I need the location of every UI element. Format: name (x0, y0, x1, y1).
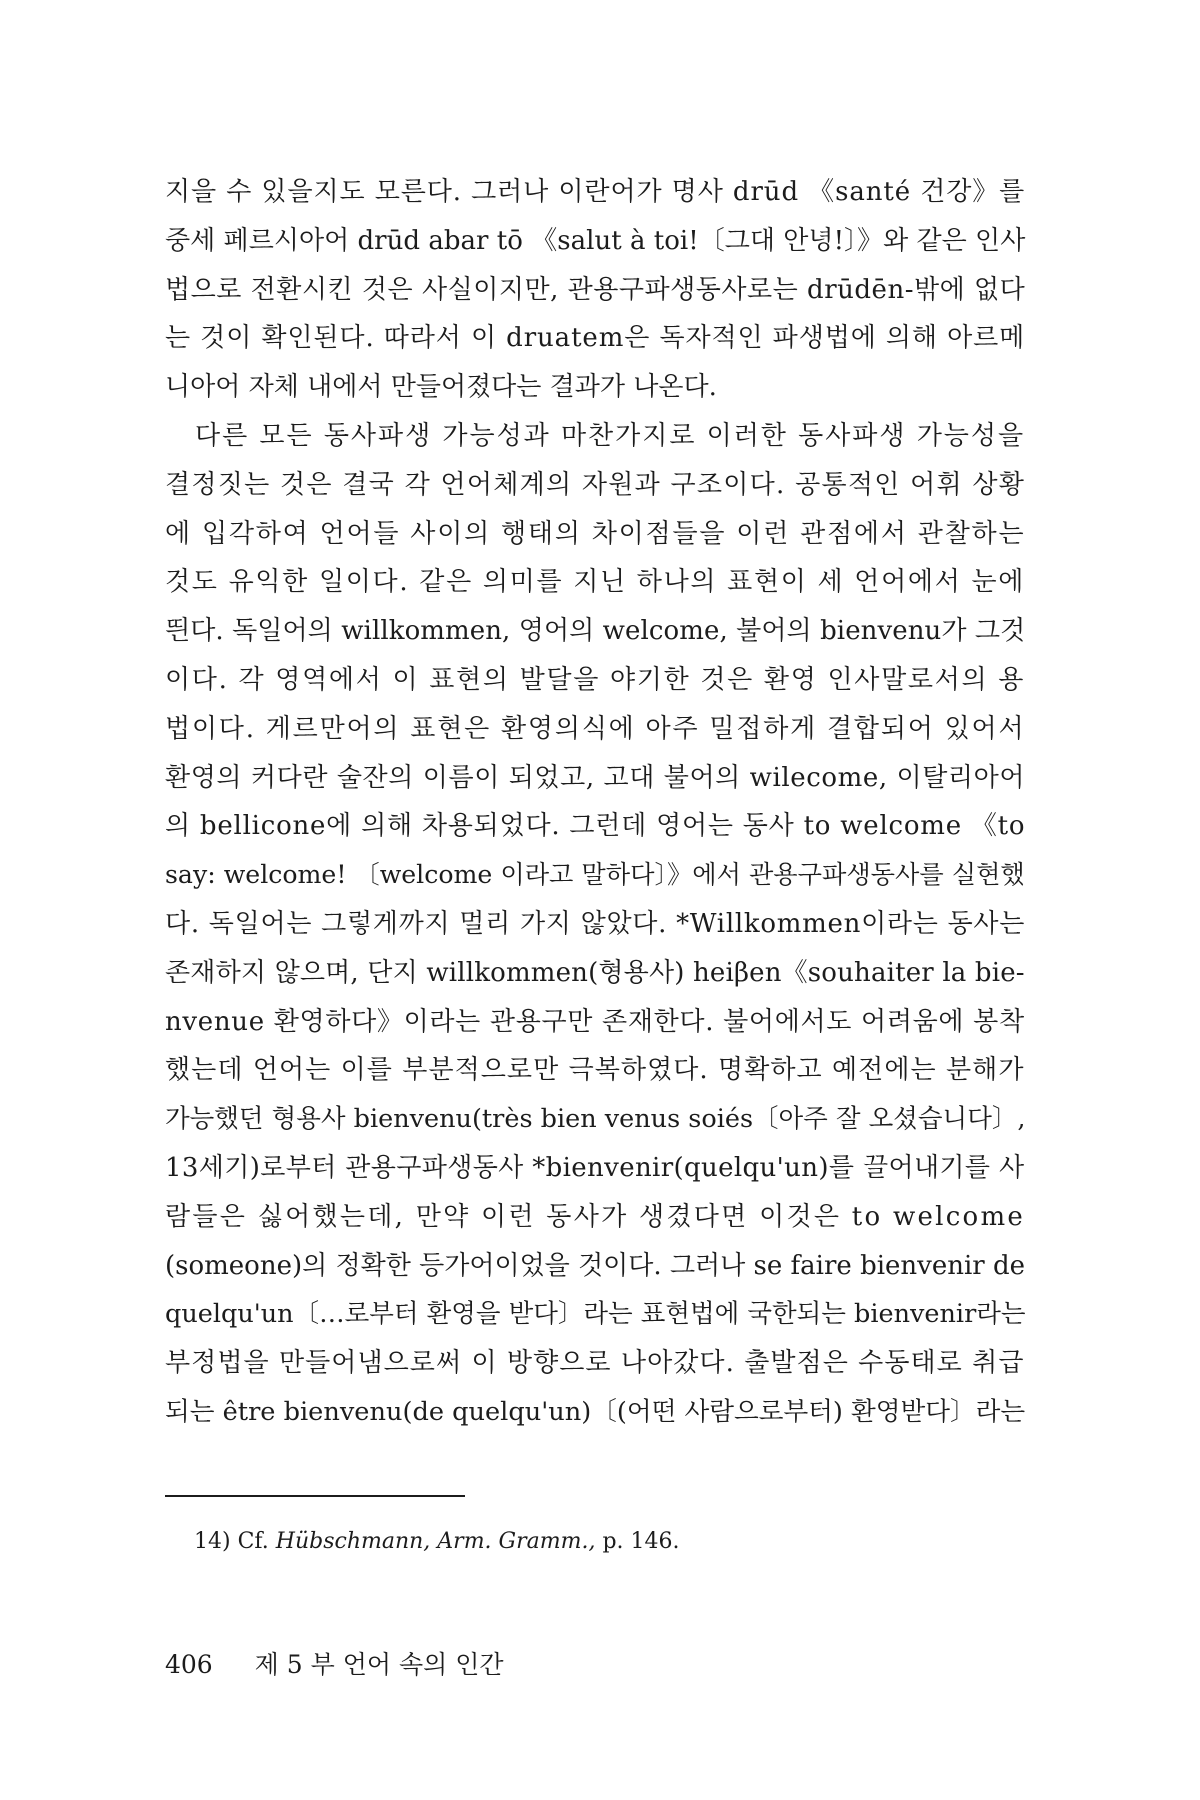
body-line: (someone)의 정확한 등가어이었을 것이다. 그러나 se faire bienvenir de (165, 1250, 1026, 1281)
body-line: 의 bellicone에 의해 차용되었다. 그런데 영어는 동사 to welcome 《to (165, 811, 1026, 842)
body-line: 가능했던 형용사 bienvenu(très bien venus soiés〔아주 잘 오셨습니다〕, (165, 1104, 1026, 1135)
body-line: say: welcome! 〔welcome 이라고 말하다〕》에서 관용구파생동사를 실현했 (165, 860, 1025, 890)
page-footer (165, 1650, 504, 1680)
body-line: 법이다. 게르만어의 표현은 환영의식에 아주 밀접하게 결합되어 있어서 (165, 713, 1026, 744)
body-line: 다. 독일어는 그렇게까지 멀리 가지 않았다. *Willkommen이라는 동사는 (165, 908, 1026, 939)
body-line: 존재하지 않으며, 단지 willkommen(형용사) heiβen《souhaiter la bie- (165, 957, 1025, 988)
body-line: 법으로 전환시킨 것은 사실이지만, 관용구파생동사로는 drūdēn-밖에 없다 (165, 274, 1026, 305)
body-line: 에 입각하여 언어들 사이의 행태의 차이점들을 이런 관점에서 관찰하는 (165, 518, 1026, 549)
body-text (165, 168, 1025, 1437)
footnote-page-ref: p. 146. (602, 1529, 680, 1554)
body-line: 람들은 싫어했는데, 만약 이런 동사가 생겼다면 이것은 to welcome (165, 1201, 1026, 1232)
body-line: 띈다. 독일어의 willkommen, 영어의 welcome, 불어의 bienvenu가 그것 (165, 616, 1026, 647)
body-line: 는 것이 확인된다. 따라서 이 druatem은 독자적인 파생법에 의해 아르메 (165, 323, 1026, 354)
footnote-prefix: Cf. (237, 1529, 269, 1554)
body-line: 지을 수 있을지도 모른다. 그러나 이란어가 명사 drūd 《santé 건강》를 (165, 177, 1026, 207)
paragraph-start-line: 다른 모든 동사파생 가능성과 마찬가지로 이러한 동사파생 가능성을 (195, 420, 1026, 451)
body-line: 이다. 각 영역에서 이 표현의 발달을 야기한 것은 환영 인사말로서의 용 (165, 664, 1026, 695)
body-line: 니아어 자체 내에서 만들어졌다는 결과가 나온다. (165, 372, 717, 403)
body-line: 되는 être bienvenu(de quelqu'un)〔(어떤 사람으로부터) 환영받다〕라는 (165, 1396, 1026, 1427)
body-line: 했는데 언어는 이를 부분적으로만 극복하였다. 명확하고 예전에는 분해가 (165, 1055, 1025, 1086)
body-line: nvenue 환영하다》이라는 관용구만 존재한다. 불어에서도 어려움에 봉착 (165, 1006, 1025, 1037)
footnote-divider (165, 1495, 465, 1497)
body-line: 13세기)로부터 관용구파생동사 *bienvenir(quelqu'un)를 끌어내기를 사 (165, 1152, 1025, 1183)
body-line: 환영의 커다란 술잔의 이름이 되었고, 고대 불어의 wilecome, 이탈리아어 (165, 762, 1026, 793)
footnote (194, 1528, 680, 1556)
running-title: 제 5 부 언어 속의 인간 (254, 1650, 504, 1679)
body-line: 부정법을 만들어냄으로써 이 방향으로 나아갔다. 출발점은 수동태로 취급 (165, 1348, 1025, 1379)
page-number: 406 (165, 1650, 213, 1679)
body-line: 결정짓는 것은 결국 각 언어체계의 자원과 구조이다. 공통적인 어휘 상황 (165, 469, 1026, 500)
body-line: 것도 유익한 일이다. 같은 의미를 지닌 하나의 표현이 세 언어에서 눈에 (165, 567, 1026, 598)
footnote-citation: Hübschmann, Arm. Gramm., (275, 1529, 596, 1554)
footnote-number: 14) (194, 1529, 231, 1554)
body-line: quelqu'un〔…로부터 환영을 받다〕라는 표현법에 국한되는 bienvenir라는 (165, 1299, 1026, 1330)
body-line: 중세 페르시아어 drūd abar tō 《salut à toi!〔그대 안녕!〕》와 같은 인사 (165, 225, 1026, 256)
